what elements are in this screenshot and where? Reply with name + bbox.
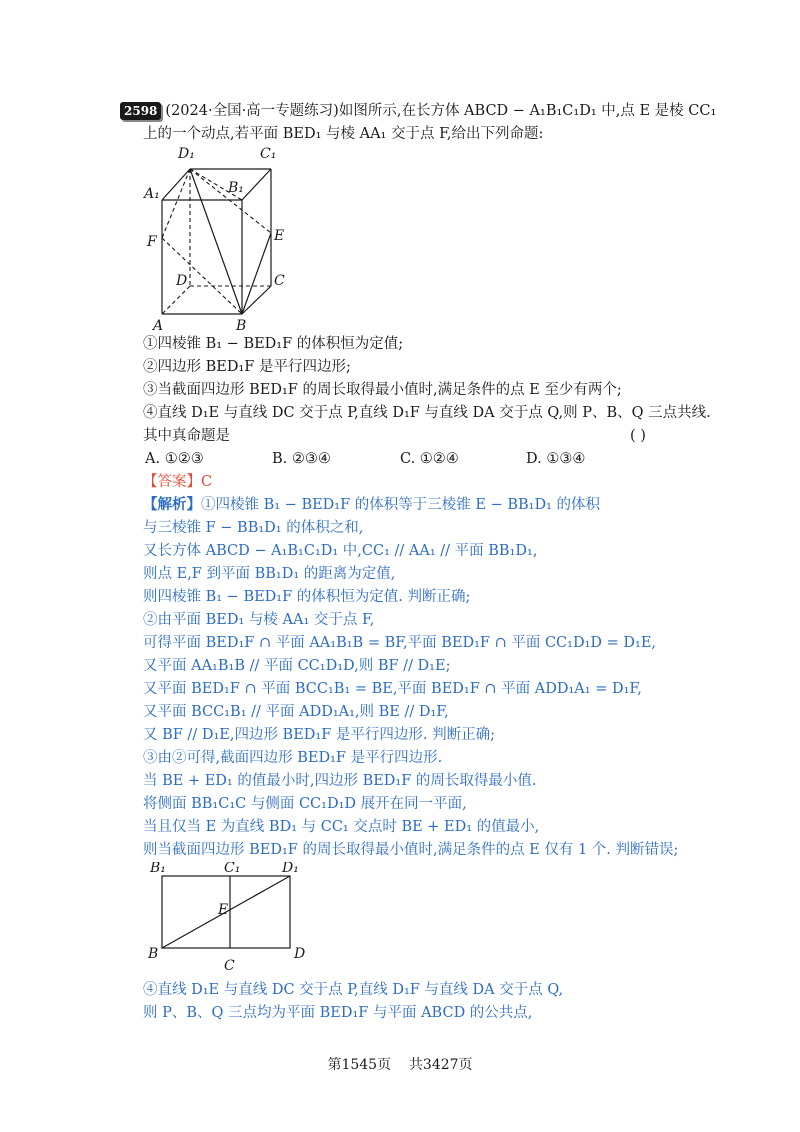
label2-D: D	[294, 946, 306, 962]
choice-d: D. ①③④	[526, 451, 586, 467]
label-C1: C₁	[260, 146, 277, 162]
analysis-line-1: 与三棱锥 F − BB₁D₁ 的体积之和,	[143, 520, 364, 536]
label2-B1: B₁	[150, 862, 166, 876]
analysis-text-0: ①四棱锥 B₁ − BED₁F 的体积等于三棱锥 E − BB₁D₁ 的体积	[201, 497, 601, 513]
label2-C: C	[224, 958, 235, 974]
question-text: 其中真命题是	[143, 428, 230, 444]
choice-c: C. ①②④	[400, 451, 459, 467]
statement-3: ③当截面四边形 BED₁F 的周长取得最小值时,满足条件的点 E 至少有两个;	[143, 382, 622, 398]
label-B: B	[236, 318, 247, 334]
label-F: F	[147, 234, 157, 250]
answer-line	[143, 472, 212, 492]
analysis-line-7: 又平面 AA₁B₁B // 平面 CC₁D₁D,则 BF // D₁E;	[143, 658, 451, 674]
label-B1: B₁	[228, 180, 244, 196]
analysis-line-14: 当且仅当 E 为直线 BD₁ 与 CC₁ 交点时 BE + ED₁ 的值最小,	[143, 819, 540, 835]
analysis-line-10: 又 BF // D₁E,四边形 BED₁F 是平行四边形. 判断正确;	[143, 727, 496, 743]
analysis-line-13: 将侧面 BB₁C₁C 与侧面 CC₁D₁D 展开在同一平面,	[143, 796, 467, 812]
cuboid-figure	[138, 140, 298, 340]
label2-B: B	[148, 946, 159, 962]
label-C: C	[274, 273, 285, 289]
statement-4: ④直线 D₁E 与直线 DC 交于点 P,直线 D₁F 与直线 DA 交于点 Q,则 P、B、Q 三点共线.	[143, 405, 711, 421]
page-footer	[0, 1054, 800, 1074]
analysis-line-11: ③由②可得,截面四边形 BED₁F 是平行四边形.	[143, 750, 443, 766]
page-number: 第1545页	[327, 1057, 392, 1073]
page-total: 共3427页	[408, 1057, 473, 1073]
unfolded-faces-figure	[140, 862, 320, 974]
analysis-line-16: ④直线 D₁E 与直线 DC 交于点 P,直线 D₁F 与直线 DA 交于点 Q,	[143, 982, 564, 998]
analysis-line-2: 又长方体 ABCD − A₁B₁C₁D₁ 中,CC₁ // AA₁ // 平面 BB₁D₁,	[143, 543, 538, 559]
label2-C1: C₁	[224, 862, 241, 876]
choice-b: B. ②③④	[272, 451, 331, 467]
label-E: E	[274, 228, 285, 244]
statement-1: ①四棱锥 B₁ − BED₁F 的体积恒为定值;	[143, 336, 404, 352]
label-D1: D₁	[178, 146, 195, 162]
answer-bracket: ( )	[630, 428, 646, 444]
analysis-line-0	[143, 495, 600, 515]
analysis-line-4: 则四棱锥 B₁ − BED₁F 的体积恒为定值. 判断正确;	[143, 589, 471, 605]
choice-a: A. ①②③	[145, 451, 204, 467]
problem-number-badge: 2598	[120, 102, 161, 120]
statement-2: ②四边形 BED₁F 是平行四边形;	[143, 359, 351, 375]
problem-line-1	[120, 101, 716, 121]
answer-tag: 【答案】	[143, 474, 201, 490]
analysis-line-15: 则当截面四边形 BED₁F 的周长取得最小值时,满足条件的点 E 仅有 1 个. 判断错误;	[143, 842, 679, 858]
analysis-line-5: ②由平面 BED₁ 与棱 AA₁ 交于点 F,	[143, 612, 375, 628]
label2-E: E	[218, 902, 229, 918]
analysis-line-12: 当 BE + ED₁ 的值最小时,四边形 BED₁F 的周长取得最小值.	[143, 773, 537, 789]
analysis-line-17: 则 P、B、Q 三点均为平面 BED₁F 与平面 ABCD 的公共点,	[143, 1005, 533, 1021]
problem-text-2: 上的一个动点,若平面 BED₁ 与棱 AA₁ 交于点 F,给出下列命题:	[143, 126, 544, 142]
analysis-line-3: 则点 E,F 到平面 BB₁D₁ 的距离为定值,	[143, 566, 396, 582]
answer-value: C	[201, 474, 213, 490]
analysis-line-9: 又平面 BCC₁B₁ // 平面 ADD₁A₁,则 BE // D₁F,	[143, 704, 449, 720]
analysis-line-8: 又平面 BED₁F ∩ 平面 BCC₁B₁ = BE,平面 BED₁F ∩ 平面 ADD₁A₁ = D₁F,	[143, 681, 642, 697]
label-A: A	[153, 318, 164, 334]
problem-text-1: (2024·全国·高一专题练习)如图所示,在长方体 ABCD − A₁B₁C₁D₁ 中,点 E 是棱 CC₁	[165, 103, 717, 119]
label2-D1: D₁	[282, 862, 299, 876]
analysis-tag: 【解析】	[143, 496, 201, 513]
analysis-line-6: 可得平面 BED₁F ∩ 平面 AA₁B₁B = BF,平面 BED₁F ∩ 平面 CC₁D₁D = D₁E,	[143, 635, 657, 651]
label-A1: A₁	[144, 186, 160, 202]
label-D: D	[176, 273, 188, 289]
